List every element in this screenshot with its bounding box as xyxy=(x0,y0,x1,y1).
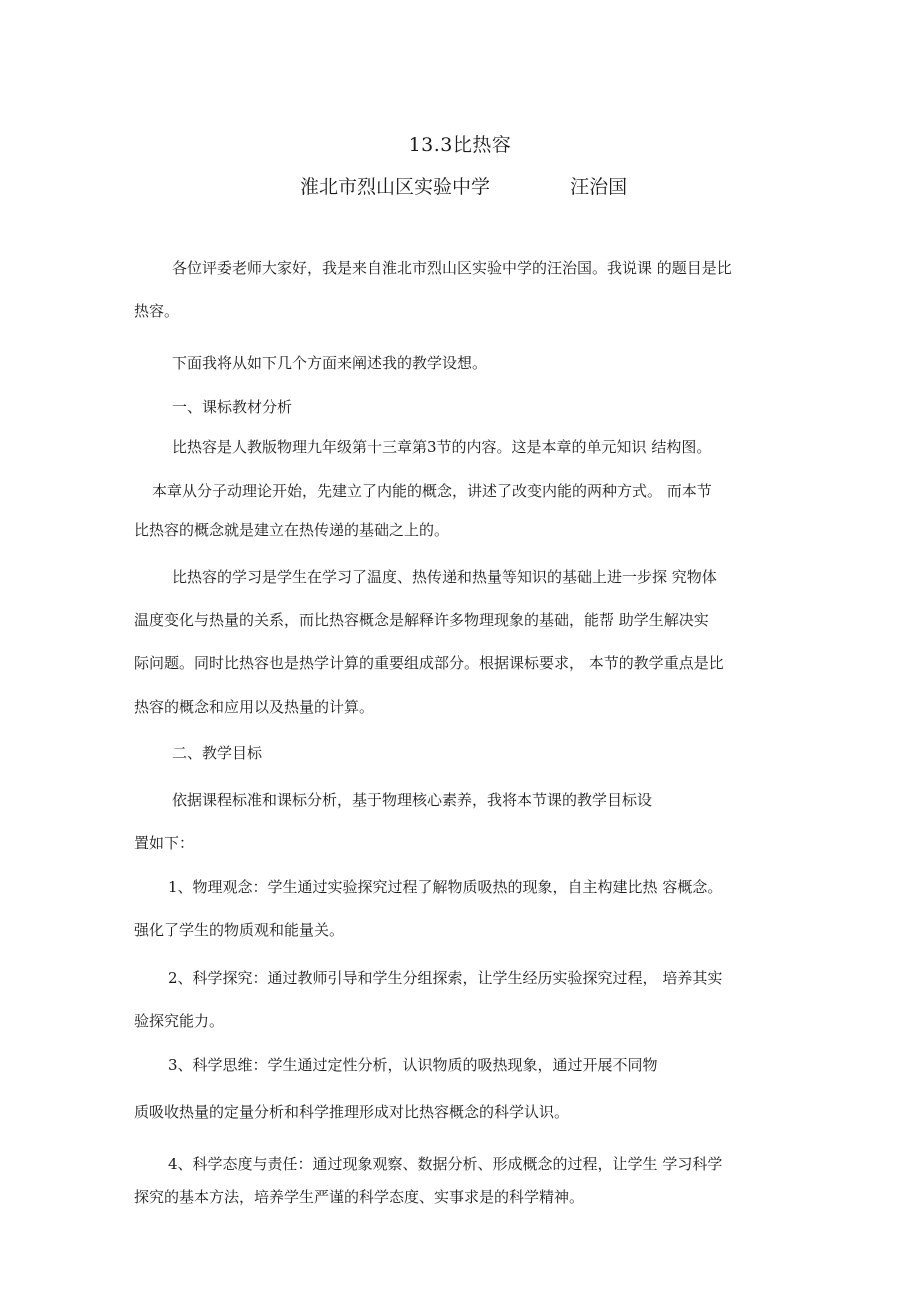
paragraph-line: 强化了学生的物质观和能量关。 xyxy=(134,921,345,939)
objective-item: 4、科学态度与责任：通过现象观察、数据分析、形成概念的过程，让学生 学习科学 xyxy=(168,1155,723,1173)
objective-item: 3、科学思维：学生通过定性分析，认识物质的吸热现象，通过开展不同物 xyxy=(168,1056,658,1074)
objective-item: 2、科学探究：通过教师引导和学生分组探索，让学生经历实验探究过程， 培养其实 xyxy=(168,969,723,987)
paragraph-line: 依据课程标准和课标分析，基于物理核心素养，我将本节课的教学目标设 xyxy=(172,791,653,809)
paragraph-line: 本章从分子动理论开始，先建立了内能的概念，讲述了改变内能的两种方式。 而本节 xyxy=(152,482,712,500)
document-title: 13.3比热容 xyxy=(408,134,512,156)
paragraph-line: 各位评委老师大家好，我是来自淮北市烈山区实验中学的汪治国。我说课 的题目是比 xyxy=(172,259,732,277)
school-name: 淮北市烈山区实验中学 xyxy=(300,176,491,198)
paragraph-line: 际问题。同时比热容也是热学计算的重要组成部分。根据课标要求， 本节的教学重点是比 xyxy=(134,654,724,672)
paragraph-line: 比热容的学习是学生在学习了温度、热传递和热量等知识的基础上进一步探 究物体 xyxy=(172,568,717,586)
paragraph-line: 验探究能力。 xyxy=(134,1012,225,1030)
paragraph-line: 热容。 xyxy=(134,302,180,320)
section-heading: 一、课标教材分析 xyxy=(172,398,293,416)
paragraph-line: 温度变化与热量的关系，而比热容概念是解释许多物理现象的基础，能帮 助学生解决实 xyxy=(134,611,709,629)
paragraph-line: 比热容的概念就是建立在热传递的基础之上的。 xyxy=(134,521,450,539)
author-name: 汪治国 xyxy=(570,176,628,198)
document-byline xyxy=(300,172,627,199)
paragraph-line: 下面我将从如下几个方面来阐述我的教学设想。 xyxy=(172,354,488,372)
section-heading: 二、教学目标 xyxy=(172,744,263,762)
paragraph-line: 探究的基本方法，培养学生严谨的科学态度、实事求是的科学精神。 xyxy=(134,1188,585,1206)
paragraph-line: 比热容是人教版物理九年级第十三章第3节的内容。这是本章的单元知识 结构图。 xyxy=(172,438,712,456)
paragraph-line: 置如下： xyxy=(134,834,195,852)
paragraph-line: 质吸收热量的定量分析和科学推理形成对比热容概念的科学认识。 xyxy=(134,1103,570,1121)
paragraph-line: 热容的概念和应用以及热量的计算。 xyxy=(134,698,375,716)
objective-item: 1、物理观念：学生通过实验探究过程了解物质吸热的现象，自主构建比热 容概念。 xyxy=(168,878,723,896)
